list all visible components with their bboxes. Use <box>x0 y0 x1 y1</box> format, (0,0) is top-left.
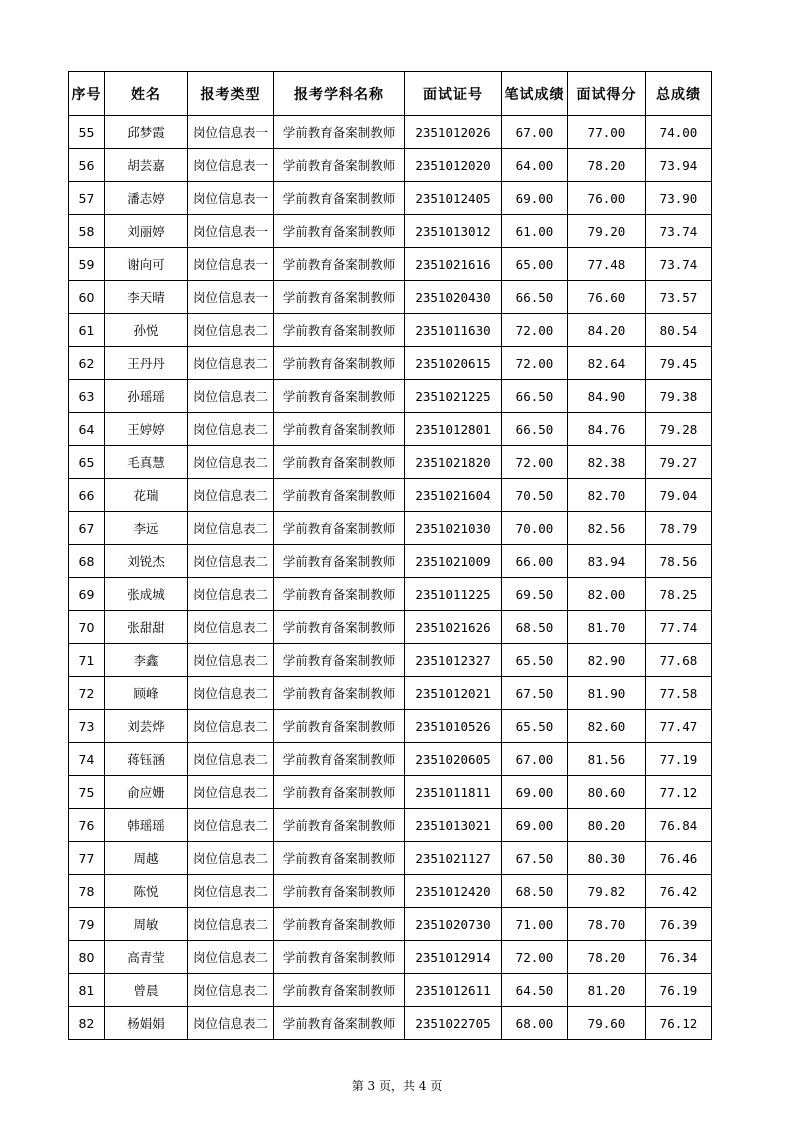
cell-seq: 80 <box>69 941 105 974</box>
cell-type: 岗位信息表二 <box>188 743 274 776</box>
cell-seq: 67 <box>69 512 105 545</box>
page-footer: 第 3 页，共 4 页 <box>351 1079 443 1093</box>
cell-subject: 学前教育备案制教师 <box>274 512 405 545</box>
cell-written-score: 67.50 <box>502 842 568 875</box>
cell-type: 岗位信息表二 <box>188 446 274 479</box>
cell-interview-score: 81.20 <box>568 974 646 1007</box>
cell-subject: 学前教育备案制教师 <box>274 446 405 479</box>
cell-interview-id: 2351020730 <box>405 908 502 941</box>
cell-type: 岗位信息表二 <box>188 611 274 644</box>
cell-type: 岗位信息表二 <box>188 347 274 380</box>
cell-subject: 学前教育备案制教师 <box>274 908 405 941</box>
cell-interview-id: 2351021616 <box>405 248 502 281</box>
cell-subject: 学前教育备案制教师 <box>274 842 405 875</box>
cell-seq: 70 <box>69 611 105 644</box>
cell-total-score: 73.94 <box>646 149 712 182</box>
cell-written-score: 66.00 <box>502 545 568 578</box>
cell-interview-id: 2351020430 <box>405 281 502 314</box>
cell-seq: 75 <box>69 776 105 809</box>
cell-total-score: 79.27 <box>646 446 712 479</box>
cell-name: 周敏 <box>105 908 188 941</box>
cell-subject: 学前教育备案制教师 <box>274 314 405 347</box>
cell-interview-id: 2351021626 <box>405 611 502 644</box>
cell-subject: 学前教育备案制教师 <box>274 545 405 578</box>
cell-seq: 72 <box>69 677 105 710</box>
cell-total-score: 73.90 <box>646 182 712 215</box>
table-row <box>69 215 712 248</box>
cell-written-score: 65.50 <box>502 644 568 677</box>
cell-total-score: 76.34 <box>646 941 712 974</box>
cell-seq: 77 <box>69 842 105 875</box>
cell-subject: 学前教育备案制教师 <box>274 809 405 842</box>
cell-name: 毛真慧 <box>105 446 188 479</box>
cell-subject: 学前教育备案制教师 <box>274 413 405 446</box>
cell-type: 岗位信息表二 <box>188 413 274 446</box>
cell-written-score: 67.00 <box>502 743 568 776</box>
cell-subject: 学前教育备案制教师 <box>274 248 405 281</box>
cell-total-score: 76.39 <box>646 908 712 941</box>
table-row <box>69 413 712 446</box>
cell-interview-score: 83.94 <box>568 545 646 578</box>
cell-type: 岗位信息表一 <box>188 149 274 182</box>
cell-seq: 58 <box>69 215 105 248</box>
cell-total-score: 76.42 <box>646 875 712 908</box>
cell-name: 李天晴 <box>105 281 188 314</box>
cell-interview-score: 79.82 <box>568 875 646 908</box>
cell-name: 李远 <box>105 512 188 545</box>
cell-subject: 学前教育备案制教师 <box>274 215 405 248</box>
cell-name: 杨娟娟 <box>105 1007 188 1040</box>
cell-interview-id: 2351021127 <box>405 842 502 875</box>
cell-interview-score: 81.56 <box>568 743 646 776</box>
cell-total-score: 77.19 <box>646 743 712 776</box>
cell-written-score: 70.00 <box>502 512 568 545</box>
cell-total-score: 73.74 <box>646 248 712 281</box>
table-row <box>69 941 712 974</box>
cell-interview-score: 82.60 <box>568 710 646 743</box>
cell-seq: 64 <box>69 413 105 446</box>
cell-subject: 学前教育备案制教师 <box>274 479 405 512</box>
cell-name: 潘志婷 <box>105 182 188 215</box>
cell-interview-score: 81.70 <box>568 611 646 644</box>
cell-subject: 学前教育备案制教师 <box>274 281 405 314</box>
cell-seq: 76 <box>69 809 105 842</box>
cell-interview-score: 78.20 <box>568 941 646 974</box>
cell-subject: 学前教育备案制教师 <box>274 116 405 149</box>
cell-total-score: 78.79 <box>646 512 712 545</box>
cell-written-score: 72.00 <box>502 446 568 479</box>
cell-interview-score: 82.70 <box>568 479 646 512</box>
cell-total-score: 79.45 <box>646 347 712 380</box>
cell-interview-id: 2351011225 <box>405 578 502 611</box>
col-header-subject: 报考学科名称 <box>274 72 405 116</box>
cell-written-score: 66.50 <box>502 413 568 446</box>
table-row <box>69 809 712 842</box>
cell-name: 谢向可 <box>105 248 188 281</box>
cell-interview-score: 82.56 <box>568 512 646 545</box>
cell-total-score: 80.54 <box>646 314 712 347</box>
cell-interview-id: 2351012026 <box>405 116 502 149</box>
table-row <box>69 611 712 644</box>
table-row <box>69 908 712 941</box>
cell-type: 岗位信息表二 <box>188 776 274 809</box>
table-row <box>69 149 712 182</box>
cell-interview-id: 2351013012 <box>405 215 502 248</box>
cell-subject: 学前教育备案制教师 <box>274 380 405 413</box>
cell-interview-score: 82.90 <box>568 644 646 677</box>
cell-type: 岗位信息表一 <box>188 116 274 149</box>
cell-interview-id: 2351013021 <box>405 809 502 842</box>
cell-total-score: 76.19 <box>646 974 712 1007</box>
table-row <box>69 281 712 314</box>
cell-written-score: 72.00 <box>502 347 568 380</box>
cell-name: 曾晨 <box>105 974 188 1007</box>
cell-interview-id: 2351012405 <box>405 182 502 215</box>
cell-interview-id: 2351012327 <box>405 644 502 677</box>
cell-type: 岗位信息表二 <box>188 710 274 743</box>
cell-type: 岗位信息表一 <box>188 281 274 314</box>
cell-subject: 学前教育备案制教师 <box>274 875 405 908</box>
cell-name: 俞应姗 <box>105 776 188 809</box>
col-header-interview-id: 面试证号 <box>405 72 502 116</box>
cell-written-score: 68.50 <box>502 875 568 908</box>
cell-interview-id: 2351020605 <box>405 743 502 776</box>
cell-total-score: 74.00 <box>646 116 712 149</box>
cell-written-score: 67.50 <box>502 677 568 710</box>
cell-interview-id: 2351021604 <box>405 479 502 512</box>
cell-written-score: 64.00 <box>502 149 568 182</box>
cell-subject: 学前教育备案制教师 <box>274 644 405 677</box>
table-row <box>69 314 712 347</box>
header-row <box>69 72 712 116</box>
cell-subject: 学前教育备案制教师 <box>274 1007 405 1040</box>
table-row <box>69 347 712 380</box>
cell-interview-id: 2351022705 <box>405 1007 502 1040</box>
cell-written-score: 71.00 <box>502 908 568 941</box>
cell-seq: 78 <box>69 875 105 908</box>
table-row <box>69 1007 712 1040</box>
cell-interview-score: 77.48 <box>568 248 646 281</box>
cell-type: 岗位信息表二 <box>188 974 274 1007</box>
cell-seq: 56 <box>69 149 105 182</box>
cell-name: 顾峰 <box>105 677 188 710</box>
table-row <box>69 446 712 479</box>
table-row <box>69 644 712 677</box>
cell-interview-score: 82.00 <box>568 578 646 611</box>
table-row <box>69 578 712 611</box>
cell-subject: 学前教育备案制教师 <box>274 149 405 182</box>
cell-interview-score: 76.60 <box>568 281 646 314</box>
cell-total-score: 79.38 <box>646 380 712 413</box>
cell-total-score: 76.84 <box>646 809 712 842</box>
cell-written-score: 70.50 <box>502 479 568 512</box>
table-row <box>69 974 712 1007</box>
cell-written-score: 67.00 <box>502 116 568 149</box>
cell-name: 陈悦 <box>105 875 188 908</box>
cell-name: 蒋钰涵 <box>105 743 188 776</box>
table-row <box>69 182 712 215</box>
cell-name: 张甜甜 <box>105 611 188 644</box>
cell-total-score: 79.04 <box>646 479 712 512</box>
cell-total-score: 78.56 <box>646 545 712 578</box>
cell-seq: 82 <box>69 1007 105 1040</box>
cell-total-score: 77.74 <box>646 611 712 644</box>
cell-seq: 63 <box>69 380 105 413</box>
col-header-type: 报考类型 <box>188 72 274 116</box>
cell-interview-score: 80.60 <box>568 776 646 809</box>
table-row <box>69 776 712 809</box>
cell-name: 孙瑶瑶 <box>105 380 188 413</box>
cell-seq: 69 <box>69 578 105 611</box>
cell-subject: 学前教育备案制教师 <box>274 347 405 380</box>
col-header-written-score: 笔试成绩 <box>502 72 568 116</box>
cell-written-score: 64.50 <box>502 974 568 1007</box>
cell-subject: 学前教育备案制教师 <box>274 710 405 743</box>
cell-total-score: 77.68 <box>646 644 712 677</box>
cell-seq: 68 <box>69 545 105 578</box>
cell-interview-score: 84.20 <box>568 314 646 347</box>
cell-seq: 60 <box>69 281 105 314</box>
cell-subject: 学前教育备案制教师 <box>274 182 405 215</box>
cell-interview-id: 2351011630 <box>405 314 502 347</box>
cell-interview-score: 82.38 <box>568 446 646 479</box>
cell-written-score: 65.00 <box>502 248 568 281</box>
table-row <box>69 512 712 545</box>
table-row <box>69 116 712 149</box>
cell-total-score: 76.46 <box>646 842 712 875</box>
cell-name: 王婷婷 <box>105 413 188 446</box>
cell-type: 岗位信息表二 <box>188 842 274 875</box>
cell-interview-id: 2351012020 <box>405 149 502 182</box>
cell-type: 岗位信息表二 <box>188 1007 274 1040</box>
cell-seq: 73 <box>69 710 105 743</box>
cell-interview-score: 77.00 <box>568 116 646 149</box>
cell-type: 岗位信息表二 <box>188 875 274 908</box>
col-header-name: 姓名 <box>105 72 188 116</box>
cell-seq: 65 <box>69 446 105 479</box>
cell-name: 李鑫 <box>105 644 188 677</box>
cell-written-score: 65.50 <box>502 710 568 743</box>
cell-subject: 学前教育备案制教师 <box>274 677 405 710</box>
cell-interview-score: 78.70 <box>568 908 646 941</box>
cell-seq: 62 <box>69 347 105 380</box>
cell-type: 岗位信息表二 <box>188 314 274 347</box>
cell-written-score: 72.00 <box>502 314 568 347</box>
cell-seq: 55 <box>69 116 105 149</box>
table-row <box>69 380 712 413</box>
cell-interview-id: 2351021030 <box>405 512 502 545</box>
cell-written-score: 66.50 <box>502 380 568 413</box>
cell-subject: 学前教育备案制教师 <box>274 611 405 644</box>
cell-written-score: 72.00 <box>502 941 568 974</box>
cell-type: 岗位信息表二 <box>188 512 274 545</box>
cell-seq: 59 <box>69 248 105 281</box>
cell-interview-id: 2351012914 <box>405 941 502 974</box>
cell-total-score: 73.57 <box>646 281 712 314</box>
score-table <box>68 71 712 1040</box>
cell-interview-score: 76.00 <box>568 182 646 215</box>
cell-interview-score: 80.30 <box>568 842 646 875</box>
cell-seq: 57 <box>69 182 105 215</box>
cell-total-score: 77.12 <box>646 776 712 809</box>
cell-seq: 79 <box>69 908 105 941</box>
cell-seq: 61 <box>69 314 105 347</box>
cell-type: 岗位信息表二 <box>188 479 274 512</box>
cell-name: 张成城 <box>105 578 188 611</box>
cell-interview-score: 80.20 <box>568 809 646 842</box>
cell-subject: 学前教育备案制教师 <box>274 743 405 776</box>
cell-name: 高青莹 <box>105 941 188 974</box>
cell-type: 岗位信息表二 <box>188 941 274 974</box>
cell-interview-id: 2351021225 <box>405 380 502 413</box>
cell-name: 邱梦霞 <box>105 116 188 149</box>
cell-type: 岗位信息表二 <box>188 545 274 578</box>
table-body <box>69 116 712 1040</box>
cell-name: 花瑞 <box>105 479 188 512</box>
cell-type: 岗位信息表一 <box>188 215 274 248</box>
cell-written-score: 69.00 <box>502 182 568 215</box>
cell-total-score: 76.12 <box>646 1007 712 1040</box>
cell-subject: 学前教育备案制教师 <box>274 974 405 1007</box>
cell-name: 韩瑶瑶 <box>105 809 188 842</box>
cell-interview-score: 84.90 <box>568 380 646 413</box>
cell-total-score: 78.25 <box>646 578 712 611</box>
cell-interview-id: 2351021009 <box>405 545 502 578</box>
table-row <box>69 248 712 281</box>
cell-name: 刘丽婷 <box>105 215 188 248</box>
cell-name: 胡芸嘉 <box>105 149 188 182</box>
cell-name: 王丹丹 <box>105 347 188 380</box>
cell-interview-score: 79.20 <box>568 215 646 248</box>
cell-subject: 学前教育备案制教师 <box>274 776 405 809</box>
cell-interview-score: 79.60 <box>568 1007 646 1040</box>
cell-written-score: 68.50 <box>502 611 568 644</box>
cell-type: 岗位信息表一 <box>188 248 274 281</box>
cell-name: 刘芸烨 <box>105 710 188 743</box>
table-row <box>69 677 712 710</box>
cell-written-score: 69.00 <box>502 776 568 809</box>
cell-total-score: 77.58 <box>646 677 712 710</box>
cell-interview-id: 2351012611 <box>405 974 502 1007</box>
cell-total-score: 79.28 <box>646 413 712 446</box>
table-row <box>69 479 712 512</box>
table-row <box>69 842 712 875</box>
cell-interview-score: 84.76 <box>568 413 646 446</box>
cell-type: 岗位信息表二 <box>188 908 274 941</box>
cell-written-score: 68.00 <box>502 1007 568 1040</box>
col-header-seq: 序号 <box>69 72 105 116</box>
cell-seq: 66 <box>69 479 105 512</box>
cell-interview-score: 81.90 <box>568 677 646 710</box>
cell-subject: 学前教育备案制教师 <box>274 941 405 974</box>
cell-interview-id: 2351011811 <box>405 776 502 809</box>
cell-interview-score: 82.64 <box>568 347 646 380</box>
cell-subject: 学前教育备案制教师 <box>274 578 405 611</box>
cell-interview-id: 2351012420 <box>405 875 502 908</box>
cell-written-score: 61.00 <box>502 215 568 248</box>
cell-interview-id: 2351010526 <box>405 710 502 743</box>
table-row <box>69 743 712 776</box>
cell-written-score: 66.50 <box>502 281 568 314</box>
cell-name: 孙悦 <box>105 314 188 347</box>
cell-written-score: 69.00 <box>502 809 568 842</box>
cell-type: 岗位信息表二 <box>188 644 274 677</box>
cell-interview-score: 78.20 <box>568 149 646 182</box>
cell-type: 岗位信息表二 <box>188 578 274 611</box>
cell-seq: 71 <box>69 644 105 677</box>
cell-interview-id: 2351012801 <box>405 413 502 446</box>
cell-type: 岗位信息表二 <box>188 380 274 413</box>
col-header-total-score: 总成绩 <box>646 72 712 116</box>
cell-name: 周越 <box>105 842 188 875</box>
cell-name: 刘锐杰 <box>105 545 188 578</box>
cell-type: 岗位信息表二 <box>188 809 274 842</box>
table-row <box>69 875 712 908</box>
cell-interview-id: 2351021820 <box>405 446 502 479</box>
cell-type: 岗位信息表一 <box>188 182 274 215</box>
cell-interview-id: 2351012021 <box>405 677 502 710</box>
cell-type: 岗位信息表二 <box>188 677 274 710</box>
col-header-interview-score: 面试得分 <box>568 72 646 116</box>
cell-total-score: 73.74 <box>646 215 712 248</box>
cell-written-score: 69.50 <box>502 578 568 611</box>
cell-seq: 81 <box>69 974 105 1007</box>
cell-total-score: 77.47 <box>646 710 712 743</box>
cell-interview-id: 2351020615 <box>405 347 502 380</box>
cell-seq: 74 <box>69 743 105 776</box>
table-row <box>69 710 712 743</box>
table-row <box>69 545 712 578</box>
